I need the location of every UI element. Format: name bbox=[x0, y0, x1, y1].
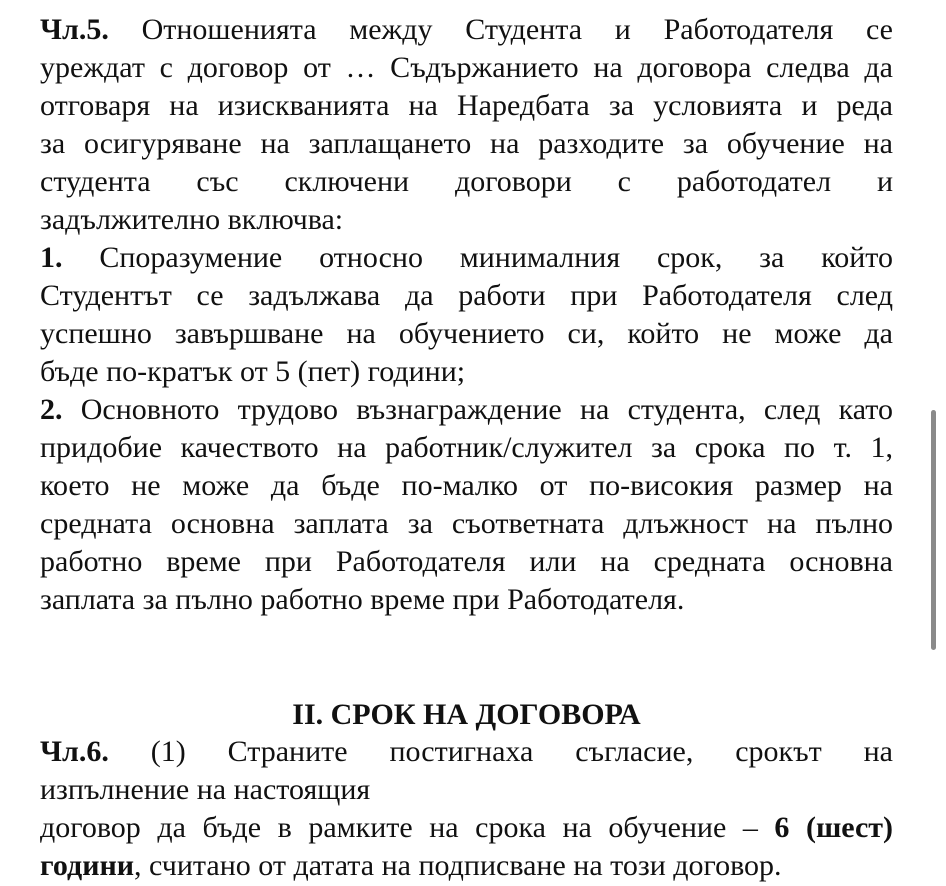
text: договор да бъде в рамките на срока на обучение – bbox=[40, 811, 775, 844]
text: средната основна заплата за съответната длъжност на пълно bbox=[40, 507, 893, 540]
text-line bbox=[40, 505, 893, 543]
bold-text: Чл.5. bbox=[40, 13, 109, 46]
text-line bbox=[40, 809, 893, 847]
bold-text: Чл.6. bbox=[40, 735, 109, 768]
text: Споразумение относно минималния срок, за който bbox=[62, 241, 893, 274]
bold-text: 2. bbox=[40, 393, 63, 426]
text-line bbox=[40, 847, 893, 885]
bold-text: 1. bbox=[40, 241, 63, 274]
text: успешно завършване на обучението си, който не може да bbox=[40, 317, 893, 350]
text-line bbox=[40, 201, 893, 239]
text-line bbox=[40, 315, 893, 353]
text-line bbox=[40, 49, 893, 87]
text-line bbox=[40, 543, 893, 581]
text: задължително включва: bbox=[40, 203, 344, 236]
article-5 bbox=[40, 11, 893, 619]
text: Основното трудово възнаграждение на студента, след като bbox=[62, 393, 893, 426]
text: за осигуряване на заплащането на разходите за обучение на bbox=[40, 127, 893, 160]
text: уреждат с договор от … Съдържанието на договора следва да bbox=[40, 51, 893, 84]
text-line bbox=[40, 163, 893, 201]
text: (1) Страните постигнаха съгласие, срокът на bbox=[108, 735, 893, 768]
text: отговаря на изискванията на Наредбата за условията и реда bbox=[40, 89, 893, 122]
text-line bbox=[40, 353, 893, 391]
text: студента със сключени договори с работодател и bbox=[40, 165, 893, 198]
text-line bbox=[40, 11, 893, 49]
text: Студентът се задължава да работи при Работодателя след bbox=[40, 279, 893, 312]
text: заплата за пълно работно време при Работодателя. bbox=[40, 583, 685, 616]
text: работно време при Работодателя или на средната основна bbox=[40, 545, 893, 578]
text-line bbox=[40, 277, 893, 315]
bold-text: години bbox=[40, 849, 135, 882]
text-line bbox=[40, 467, 893, 505]
bold-text: 6 (шест) bbox=[774, 811, 893, 844]
text-line bbox=[40, 87, 893, 125]
article-6 bbox=[40, 733, 893, 885]
text-line bbox=[40, 581, 893, 619]
scrollbar[interactable] bbox=[931, 410, 936, 650]
text-line bbox=[40, 733, 893, 771]
text: придобие качеството на работник/служител за срока по т. 1, bbox=[40, 431, 893, 464]
text: изпълнение на настоящия bbox=[40, 773, 371, 806]
text: , считано от датата на подписване на този договор. bbox=[134, 849, 782, 882]
text-line bbox=[40, 771, 893, 809]
section-heading: II. СРОК НА ДОГОВОРА bbox=[292, 698, 641, 731]
text-line bbox=[40, 429, 893, 467]
text: което не може да бъде по-малко от по-високия размер на bbox=[40, 469, 893, 502]
text-line bbox=[40, 125, 893, 163]
text-line bbox=[40, 391, 893, 429]
text: бъде по-кратък от 5 (пет) години; bbox=[40, 355, 466, 388]
text-line bbox=[40, 239, 893, 277]
text: Отношенията между Студента и Работодателя се bbox=[108, 13, 893, 46]
